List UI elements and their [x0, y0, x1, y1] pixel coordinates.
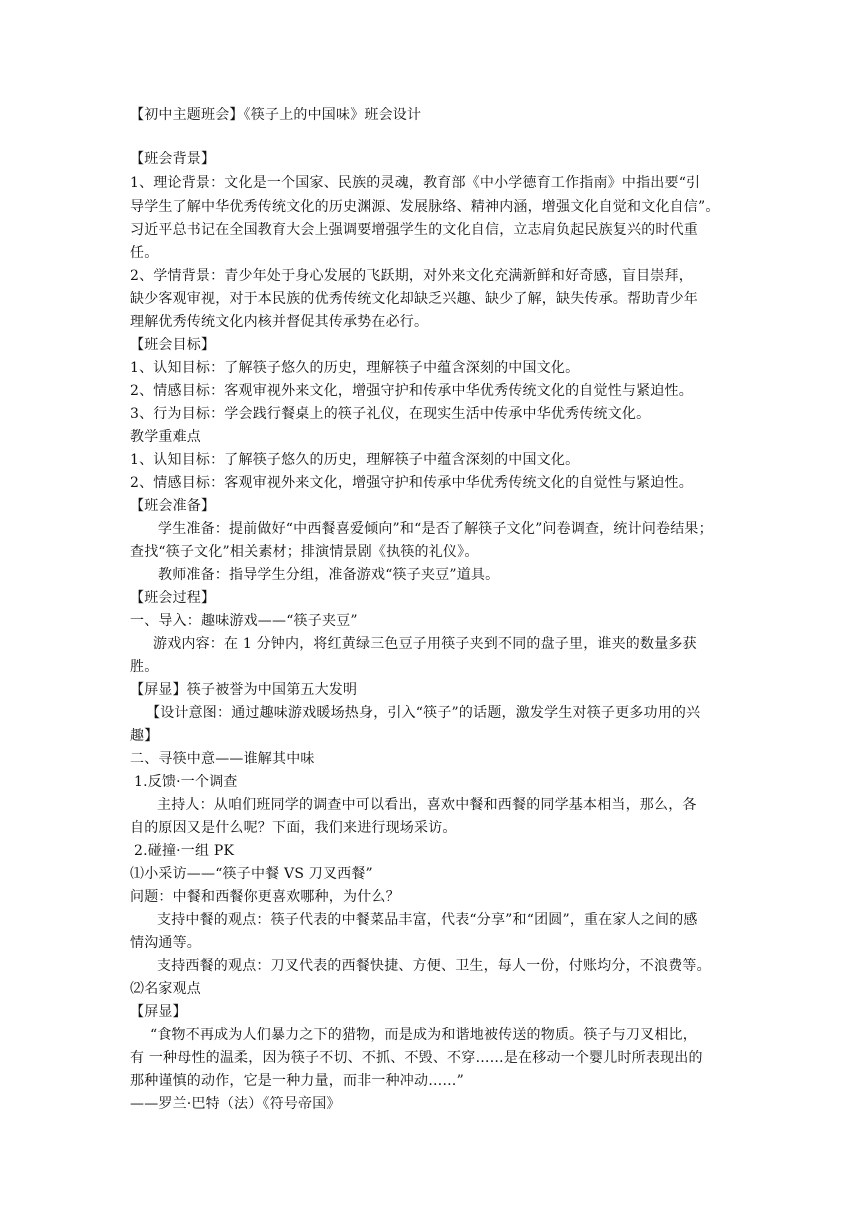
list-item: 2、情感目标：客观审视外来文化，增强守护和传承中华优秀传统文化的自觉性与紧迫性。 — [130, 383, 693, 399]
document-title: 【初中主题班会】《筷子上的中国味》班会设计 — [130, 107, 422, 123]
list-item: 3、行为目标：学会践行餐桌上的筷子礼仪，在现实生活中传承中华优秀传统文化。 — [130, 406, 651, 422]
paragraph-line: 查找“筷子文化”相关素材；排演情景剧《执筷的礼仪》。 — [130, 544, 479, 560]
section-heading-key-points: 教学重难点 — [130, 429, 201, 445]
screen-display-label: 【屏显】 — [130, 1004, 187, 1020]
paragraph-line: 2、学情背景：青少年处于身心发展的飞跃期，对外来文化充满新鲜和好奇感，盲目崇拜， — [130, 268, 693, 284]
subheading: 2.碰撞·一组 PK — [134, 843, 235, 859]
paragraph-line: 教师准备：指导学生分组，准备游戏“筷子夹豆”道具。 — [158, 567, 500, 583]
section-heading-process: 【班会过程】 — [130, 590, 216, 606]
section-heading-goals: 【班会目标】 — [130, 337, 216, 353]
design-intent-line: 【设计意图：通过趣味游戏暖场热身，引入“筷子”的话题，激发学生对筷子更多功用的兴 — [146, 705, 701, 721]
quote-attribution: ——罗兰·巴特（法）《符号帝国》 — [130, 1096, 341, 1112]
paragraph-line: 主持人：从咱们班同学的调查中可以看出，喜欢中餐和西餐的同学基本相当，那么，各 — [157, 797, 697, 813]
quote-line: 那种谨慎的动作，它是一种力量，而非一种冲动……” — [130, 1073, 464, 1089]
list-item: 1、认知目标：了解筷子悠久的历史，理解筷子中蕴含深刻的中国文化。 — [130, 452, 580, 468]
paragraph-line: 习近平总书记在全国教育大会上强调要增强学生的文化自信，立志肩负起民族复兴的时代重 — [130, 222, 698, 238]
design-intent-line: 趣】 — [130, 728, 159, 744]
paragraph-line: 情沟通等。 — [130, 935, 201, 951]
quote-line: “食物不再成为人们暴力之下的猎物，而是成为和谐地被传送的物质。筷子与刀叉相比， — [150, 1027, 697, 1043]
paragraph-line: 理解优秀传统文化内核并督促其传承势在必行。 — [130, 314, 429, 330]
subheading: ⑵名家观点 — [130, 981, 201, 997]
list-item: 1、认知目标：了解筷子悠久的历史，理解筷子中蕴含深刻的中国文化。 — [130, 360, 580, 376]
paragraph-line: 支持西餐的观点：刀叉代表的西餐快捷、方便、卫生，每人一份，付账均分，不浪费等。 — [157, 958, 711, 974]
paragraph-line: 问题：中餐和西餐你更喜欢哪种，为什么？ — [130, 889, 400, 905]
paragraph-line: 胜。 — [130, 659, 159, 675]
subheading: 二、寻筷中意——谁解其中味 — [130, 751, 315, 767]
quote-line: 有 一种母性的温柔，因为筷子不切、不抓、不毁、不穿……是在移动一个婴儿时所表现出的 — [130, 1050, 703, 1066]
paragraph-line: 支持中餐的观点：筷子代表的中餐菜品丰富，代表“分享”和“团圆”，重在家人之间的感 — [157, 912, 698, 928]
paragraph-line: 导学生了解中华优秀传统文化的历史渊源、发展脉络、精神内涵，增强文化自觉和文化自信”。 — [130, 199, 720, 215]
screen-display-note: 【屏显】筷子被誉为中国第五大发明 — [130, 682, 358, 698]
paragraph-line: 自的原因又是什么呢？下面，我们来进行现场采访。 — [130, 820, 457, 836]
section-heading-preparation: 【班会准备】 — [130, 498, 216, 514]
paragraph-line: 缺少客观审视，对于本民族的优秀传统文化却缺乏兴趣、缺少了解，缺失传承。帮助青少年 — [130, 291, 698, 307]
subheading: ⑴小采访——“筷子中餐 VS 刀叉西餐” — [130, 866, 373, 882]
paragraph-line: 学生准备：提前做好“中西餐喜爱倾向”和“是否了解筷子文化”问卷调查，统计问卷结果； — [158, 521, 713, 537]
list-item: 2、情感目标：客观审视外来文化，增强守护和传承中华优秀传统文化的自觉性与紧迫性。 — [130, 475, 693, 491]
paragraph-line: 1、理论背景：文化是一个国家、民族的灵魂，教育部《中小学德育工作指南》中指出要“引 — [130, 175, 701, 191]
paragraph-line: 游戏内容：在 1 分钟内，将红黄绿三色豆子用筷子夹到不同的盘子里，谁夹的数量多获 — [153, 636, 697, 652]
subheading: 1.反馈·一个调查 — [134, 774, 238, 790]
paragraph-line: 任。 — [130, 245, 159, 261]
subheading: 一、导入：趣味游戏——“筷子夹豆” — [130, 613, 358, 629]
section-heading-background: 【班会背景】 — [130, 151, 216, 167]
